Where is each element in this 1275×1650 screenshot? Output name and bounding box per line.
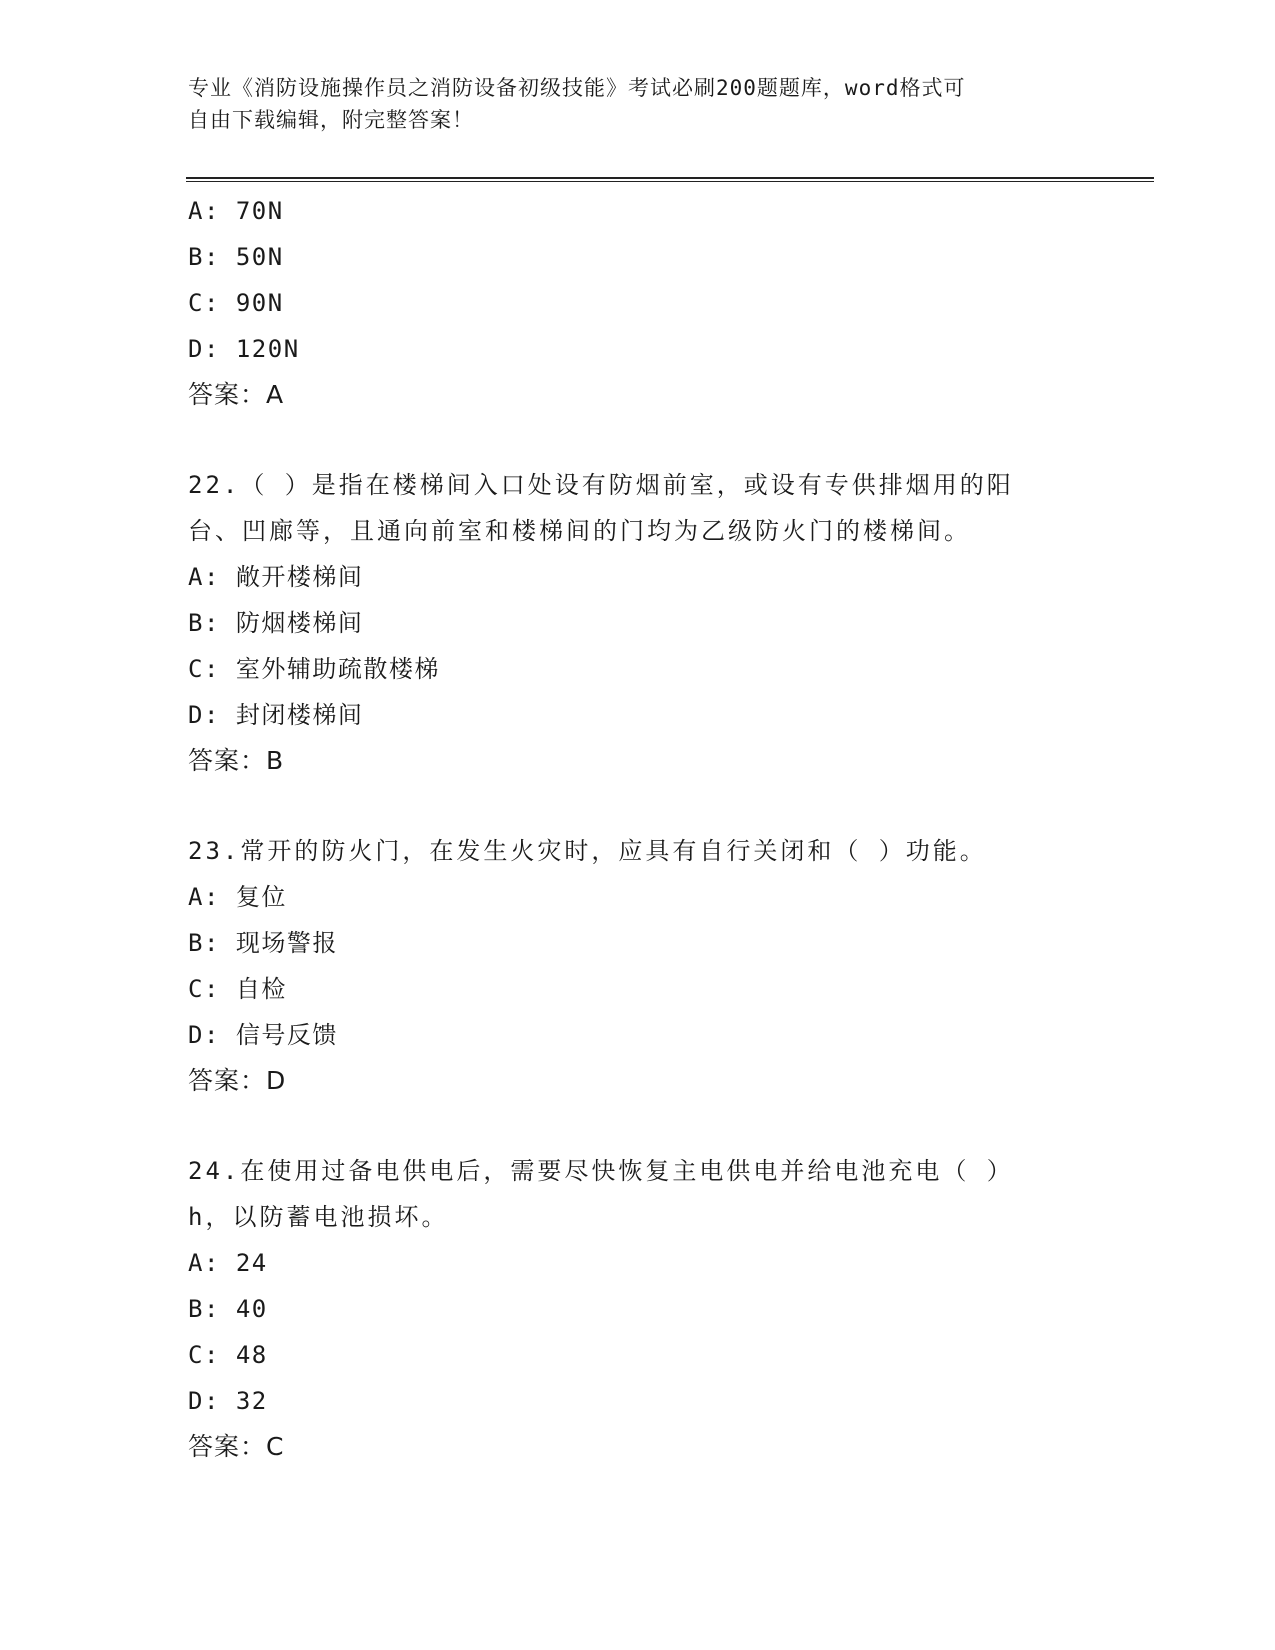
option-a: A: 敞开楼梯间 xyxy=(188,563,364,591)
header-line-1: 专业《消防设施操作员之消防设备初级技能》考试必刷200题题库，word格式可 xyxy=(188,76,966,100)
document-header xyxy=(188,72,1068,136)
option-b: B: 防烟楼梯间 xyxy=(188,609,364,637)
option-c: C: 48 xyxy=(188,1341,268,1369)
question-list xyxy=(188,188,1088,1470)
option-c: C: 室外辅助疏散楼梯 xyxy=(188,655,440,683)
answer: 答案：A xyxy=(188,380,285,409)
header-divider xyxy=(186,177,1154,182)
option-c: C: 90N xyxy=(188,289,284,317)
question-stem: 22.（ ）是指在楼梯间入口处设有防烟前室，或设有专供排烟用的阳 xyxy=(188,471,1014,499)
option-d: D: 封闭楼梯间 xyxy=(188,701,364,729)
option-d: D: 120N xyxy=(188,335,300,363)
question-stem: 24.在使用过备电供电后，需要尽快恢复主电供电并给电池充电（ ） xyxy=(188,1157,1014,1185)
question-24 xyxy=(188,1148,1088,1470)
question-22 xyxy=(188,462,1088,784)
answer: 答案：C xyxy=(188,1432,285,1461)
answer: 答案：B xyxy=(188,746,285,775)
answer: 答案：D xyxy=(188,1066,287,1095)
option-b: B: 40 xyxy=(188,1295,268,1323)
option-c: C: 自检 xyxy=(188,975,287,1003)
option-a: A: 70N xyxy=(188,197,284,225)
option-d: D: 32 xyxy=(188,1387,268,1415)
question-21 xyxy=(188,188,1088,418)
option-d: D: 信号反馈 xyxy=(188,1021,338,1049)
question-23 xyxy=(188,828,1088,1104)
question-stem: 23.常开的防火门，在发生火灾时，应具有自行关闭和（ ）功能。 xyxy=(188,837,987,865)
option-a: A: 复位 xyxy=(188,883,287,911)
option-b: B: 现场警报 xyxy=(188,929,338,957)
question-stem-continued: h，以防蓄电池损坏。 xyxy=(188,1203,449,1231)
option-b: B: 50N xyxy=(188,243,284,271)
option-a: A: 24 xyxy=(188,1249,268,1277)
question-stem-continued: 台、凹廊等，且通向前室和楼梯间的门均为乙级防火门的楼梯间。 xyxy=(188,517,971,545)
header-line-2: 自由下载编辑，附完整答案！ xyxy=(188,108,474,132)
